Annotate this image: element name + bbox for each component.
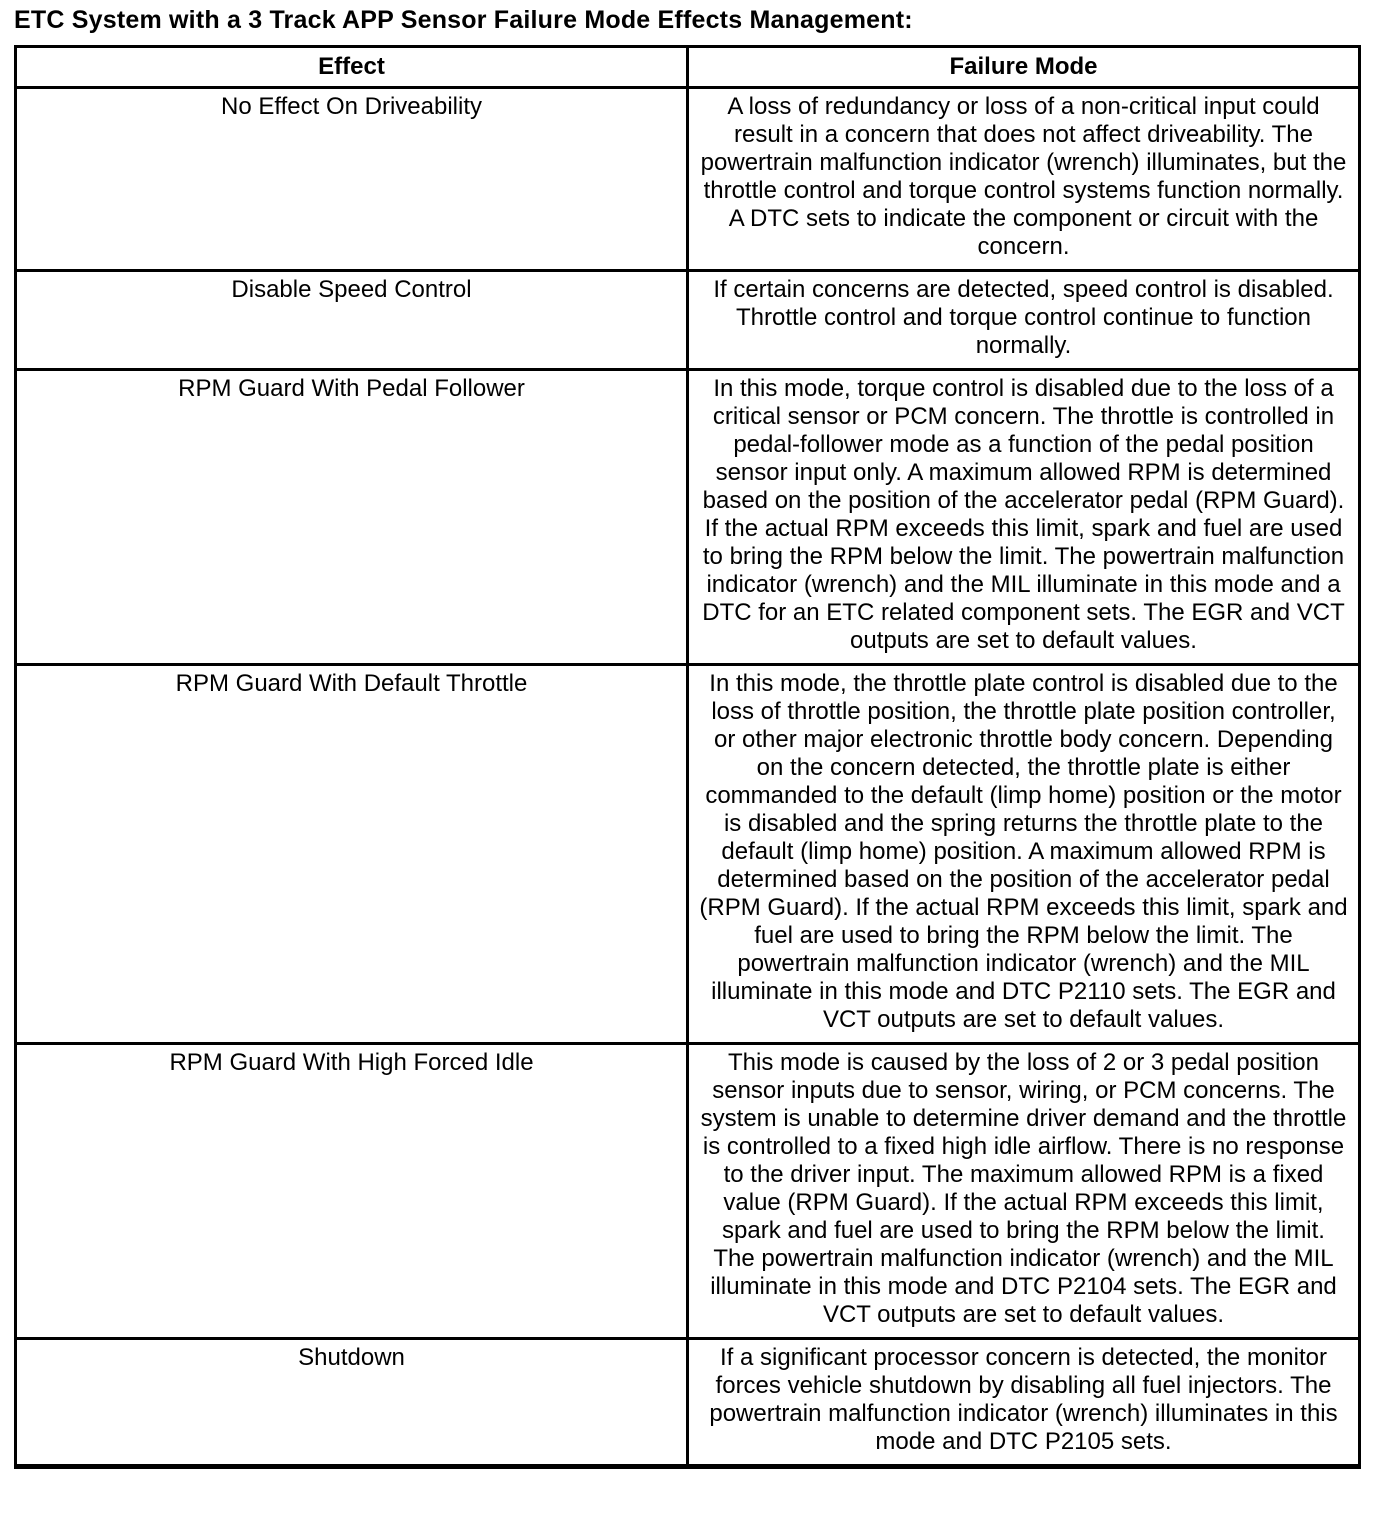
table-row	[16, 370, 1360, 665]
column-header-failure-mode: Failure Mode	[688, 47, 1360, 88]
page-title: ETC System with a 3 Track APP Sensor Failure Mode Effects Management:	[14, 6, 913, 34]
failure-mode-cell: If a significant processor concern is detected, the monitor forces vehicle shutdown by disabling all fuel injectors. The powertrain malfunction indicator (wrench) illuminates in this mode and DTC P2105 sets.	[688, 1339, 1360, 1467]
column-header-effect: Effect	[16, 47, 688, 88]
effect-cell: RPM Guard With Default Throttle	[16, 665, 688, 1044]
effect-cell: RPM Guard With High Forced Idle	[16, 1044, 688, 1339]
table-row	[16, 88, 1360, 271]
failure-mode-cell: A loss of redundancy or loss of a non-critical input could result in a concern that does not affect driveability. The powertrain malfunction indicator (wrench) illuminates, but the throttle control and torque control systems function normally. A DTC sets to indicate the component or circuit with the concern.	[688, 88, 1360, 271]
effect-cell: Shutdown	[16, 1339, 688, 1467]
failure-mode-effects-table	[14, 45, 1361, 1469]
effect-cell: RPM Guard With Pedal Follower	[16, 370, 688, 665]
effect-cell: No Effect On Driveability	[16, 88, 688, 271]
failure-mode-cell: This mode is caused by the loss of 2 or 3 pedal position sensor inputs due to sensor, wiring, or PCM concerns. The system is unable to determine driver demand and the throttle is controlled to a fixed high idle airflow. There is no response to the driver input. The maximum allowed RPM is a fixed value (RPM Guard). If the actual RPM exceeds this limit, spark and fuel are used to bring the RPM below the limit. The powertrain malfunction indicator (wrench) and the MIL illuminate in this mode and DTC P2104 sets. The EGR and VCT outputs are set to default values.	[688, 1044, 1360, 1339]
failure-mode-cell: In this mode, the throttle plate control is disabled due to the loss of throttle position, the throttle plate position controller, or other major electronic throttle body concern. Depending on the concern detected, the throttle plate is either commanded to the default (limp home) position or the motor is disabled and the spring returns the throttle plate to the default (limp home) position. A maximum allowed RPM is determined based on the position of the accelerator pedal (RPM Guard). If the actual RPM exceeds this limit, spark and fuel are used to bring the RPM below the limit. The powertrain malfunction indicator (wrench) and the MIL illuminate in this mode and DTC P2110 sets. The EGR and VCT outputs are set to default values.	[688, 665, 1360, 1044]
table-row	[16, 1339, 1360, 1467]
table-row	[16, 271, 1360, 370]
table-header-row	[16, 47, 1360, 88]
table-row	[16, 1044, 1360, 1339]
table-row	[16, 665, 1360, 1044]
failure-mode-cell: In this mode, torque control is disabled due to the loss of a critical sensor or PCM concern. The throttle is controlled in pedal-follower mode as a function of the pedal position sensor input only. A maximum allowed RPM is determined based on the position of the accelerator pedal (RPM Guard). If the actual RPM exceeds this limit, spark and fuel are used to bring the RPM below the limit. The powertrain malfunction indicator (wrench) and the MIL illuminate in this mode and a DTC for an ETC related component sets. The EGR and VCT outputs are set to default values.	[688, 370, 1360, 665]
failure-mode-cell: If certain concerns are detected, speed control is disabled. Throttle control and torque control continue to function normally.	[688, 271, 1360, 370]
effect-cell: Disable Speed Control	[16, 271, 688, 370]
